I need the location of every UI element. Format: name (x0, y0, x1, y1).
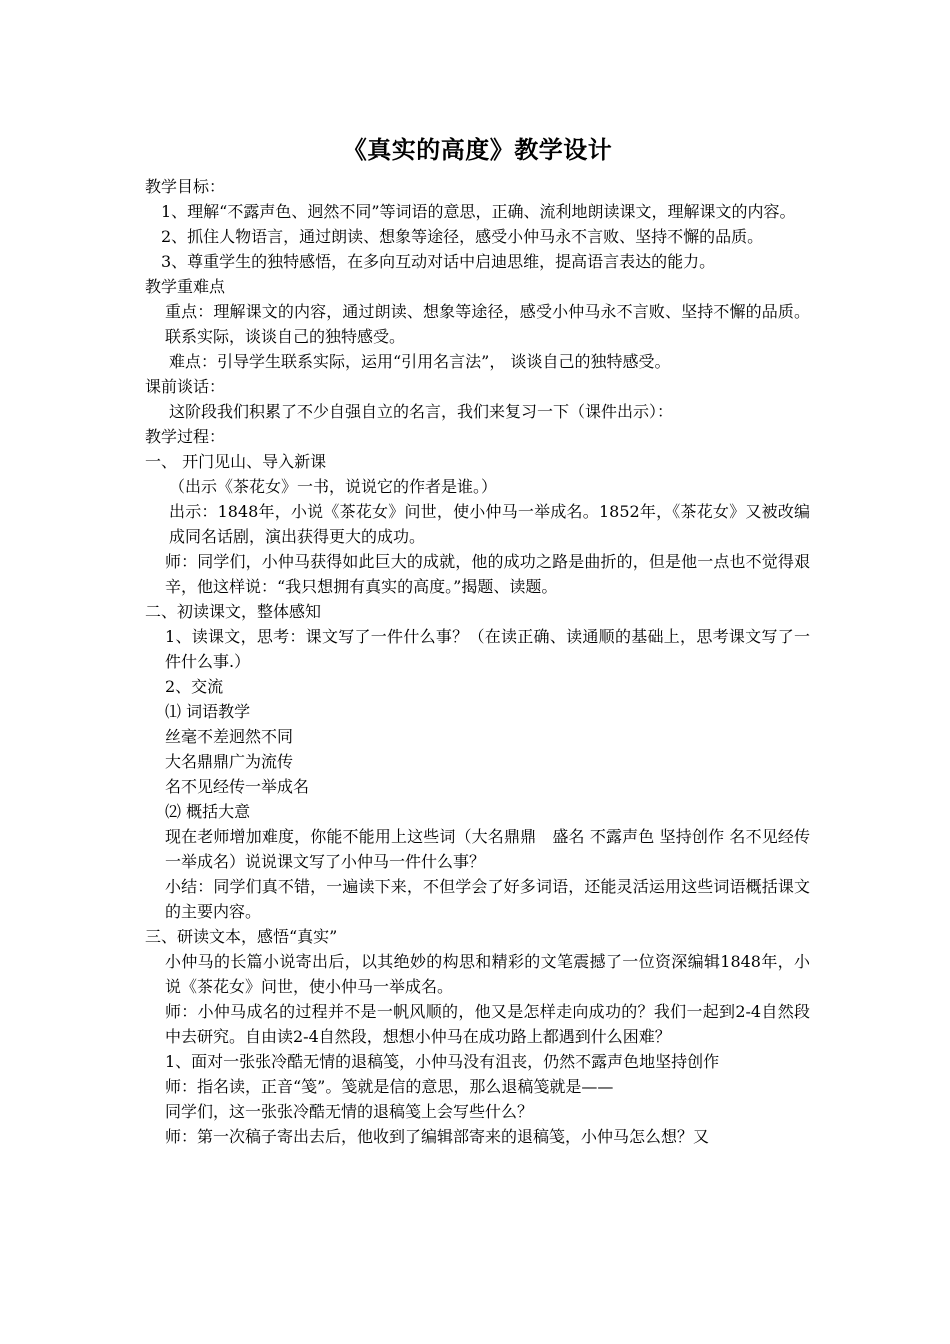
goal-1: 1、理解“不露声色、迥然不同”等词语的意思，正确、流利地朗读课文，理解课文的内容。 (161, 202, 796, 221)
summary-task: 现在老师增加难度，你能不能用上这些词（大名鼎鼎 盛名 不露声色 坚持创作 名不见经传 一举成名）说说课文写了小仲马一件什么事？ (165, 827, 810, 871)
step-3-question: 同学们，这一张张冷酷无情的退稿笺上会写些什么？ (165, 1102, 534, 1121)
key-point: 重点：理解课文的内容，通过朗读、想象等途径，感受小仲马永不言败、坚持不懈的品质。联系实际，谈谈自己的独特感受。 (165, 302, 810, 346)
step-3-heading: 三、研读文本，感悟“真实” (145, 927, 338, 946)
summary-conclusion: 小结：同学们真不错，一遍读下来，不但学会了好多词语，还能灵活运用这些词语概括课文的主要内容。 (165, 877, 810, 921)
vocab-row-3: 名不见经传一举成名 (165, 777, 310, 796)
pre-class-text: 这阶段我们积累了不少自强自立的名言，我们来复习一下（课件出示）： (169, 402, 674, 421)
goal-2: 2、抓住人物语言，通过朗读、想象等途径，感受小仲马永不言败、坚持不懈的品质。 (161, 227, 764, 246)
step-3-teacher-cont: 师：第一次稿子寄出去后，他收到了编辑部寄来的退稿笺，小仲马怎么想？又 (165, 1127, 710, 1146)
document-page (145, 132, 810, 1149)
section-heading-pre-class: 课前谈话： (145, 377, 226, 396)
step-1-show-book: （出示《茶花女》一书，说说它的作者是谁。） (169, 477, 498, 496)
step-3-teacher: 师：小仲马成名的过程并不是一帆风顺的，他又是怎样走向成功的？我们一起到2-4自然段中去研究。自由读2-4自然段，想想小仲马在成功路上都遇到什么困难？ (165, 1002, 810, 1046)
section-heading-key-points: 教学重难点 (145, 277, 226, 296)
section-heading-goals: 教学目标： (145, 177, 226, 196)
step-2-read: 1、读课文，思考：课文写了一件什么事？（在读正确、读通顺的基础上，思考课文写了一件什么事.） (165, 627, 810, 671)
vocab-row-1: 丝毫不差迥然不同 (165, 727, 294, 746)
difficult-point: 难点：引导学生联系实际，运用“引用名言法”， 谈谈自己的独特感受。 (169, 352, 671, 371)
section-heading-process: 教学过程： (145, 427, 226, 446)
step-3-teacher-read: 师：指名读，正音“笺”。笺就是信的意思，那么退稿笺就是—— (165, 1077, 614, 1096)
step-2-heading: 二、初读课文，整体感知 (145, 602, 322, 621)
goal-3: 3、尊重学生的独特感悟，在多向互动对话中启迪思维，提高语言表达的能力。 (161, 252, 716, 271)
step-3-point-1: 1、面对一张张冷酷无情的退稿笺，小仲马没有沮丧，仍然不露声色地坚持创作 (165, 1052, 720, 1071)
step-2-exchange: 2、交流 (165, 677, 224, 696)
step-1-heading: 一、 开门见山、导入新课 (145, 452, 327, 471)
page-title: 《真实的高度》教学设计 (342, 135, 613, 164)
summary-heading: ⑵ 概括大意 (165, 802, 251, 821)
vocab-row-2: 大名鼎鼎广为流传 (165, 752, 294, 771)
vocab-heading: ⑴ 词语教学 (165, 702, 251, 721)
step-1-teacher: 师：同学们，小仲马获得如此巨大的成就，他的成功之路是曲折的，但是他一点也不觉得艰辛，他这样说：“我只想拥有真实的高度。”揭题、读题。 (165, 552, 810, 596)
step-3-intro: 小仲马的长篇小说寄出后，以其绝妙的构思和精彩的文笔震撼了一位资深编辑1848年，小说《茶花女》问世，使小仲马一举成名。 (165, 952, 810, 996)
step-1-show-text: 出示：1848年，小说《茶花女》问世，使小仲马一举成名。1852年，《茶花女》又被改编成同名话剧，演出获得更大的成功。 (169, 502, 810, 546)
